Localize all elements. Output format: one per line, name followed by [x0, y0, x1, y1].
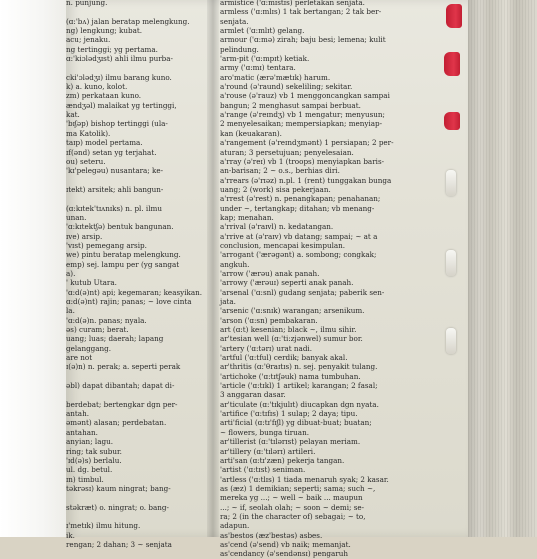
- dictionary-line: ɪn) timbul.: [66, 474, 104, 484]
- dictionary-line: antahan.: [66, 427, 98, 437]
- dictionary-line: armour ('ɑ:mə) zirah; baju besi; lemena; kulit: [220, 35, 386, 45]
- dictionary-line: emp) sej. lampu per (yg sangat: [66, 259, 180, 269]
- dictionary-line: ɑ:'kiɔlədʒɪst) ahli ilmu purba-: [66, 54, 173, 64]
- dictionary-line: a'rray (ə'reɪ) vb 1 (troops) menyiapkan baris-: [220, 156, 385, 166]
- right-column-entries: [220, 0, 465, 559]
- thumb-index-tab[interactable]: [446, 4, 462, 28]
- dictionary-line: uang; 2 (work) sisa pekerjaan.: [220, 184, 331, 194]
- dictionary-line: [66, 493, 206, 502]
- dictionary-line: conclusion, mencapai kesimpulan.: [220, 240, 346, 250]
- dictionary-line: (ɑ:'bʌ) jalan beratap melengkung.: [66, 16, 190, 26]
- thumb-index-notch[interactable]: [446, 170, 456, 196]
- dictionary-line: n. punjung.: [66, 0, 108, 7]
- dictionary-line: ɪve) arsip.: [66, 231, 103, 241]
- dictionary-line: ar'thritis (ɑ:'θraɪtɪs) n. sej. penyakit tulang.: [220, 362, 378, 372]
- dictionary-line: 3 anggaran dasar.: [220, 390, 286, 400]
- dictionary-line: a'rrive at (ə'raɪv) vb datang; sampai; ~ at a: [220, 231, 378, 241]
- dictionary-line: we) pintu beratap melengkung.: [66, 250, 181, 260]
- dictionary-line: a'range (ə'reɪndʒ) vb 1 mengatur; menyusun;: [220, 110, 385, 120]
- dictionary-line: are not: [66, 353, 93, 363]
- dictionary-line: əmənt) alasan; perdebatan.: [66, 418, 167, 428]
- dictionary-line: ng) lengkung; kubat.: [66, 26, 143, 36]
- dictionary-line: 'arrowy ('ærəuɪ) seperti anak panah.: [220, 278, 354, 288]
- dictionary-line: [66, 390, 206, 399]
- page-stack-lines: [468, 0, 537, 537]
- dictionary-line: ændʒəl) malaikat yg tertinggi,: [66, 100, 177, 110]
- dictionary-line: pelindung.: [220, 44, 259, 54]
- dictionary-line: ng tertinggi; yg pertama.: [66, 44, 158, 54]
- dictionary-line: anyian; lagu.: [66, 437, 113, 447]
- left-column-entries: [66, 0, 206, 549]
- dictionary-line: a'rrival (ə'raɪvl) n. kedatangan.: [220, 222, 334, 232]
- dictionary-line: ra; 2 (in the character of) sebagai; ~ to,: [220, 511, 366, 521]
- dictionary-line: kan (keuakaran).: [220, 128, 282, 138]
- dictionary-line: 'arrogant ('ærəgənt) a. sombong; congkak;: [220, 250, 377, 260]
- dictionary-line: [66, 7, 206, 16]
- dictionary-line: 'ɑ:d(ə)nt) api; kegemaran; keasyikan.: [66, 287, 203, 297]
- dictionary-line: ul. dg. betul.: [66, 465, 113, 475]
- background-surface: [0, 0, 70, 537]
- dictionary-line: 'artifice ('ɑ:tɪfɪs) 1 sulap; 2 daya; tipu.: [220, 409, 358, 419]
- dictionary-line: [66, 176, 206, 185]
- dictionary-line: stəkræt) o. ningrat; o. bang-: [66, 502, 169, 512]
- dictionary-line: 'arsenal ('ɑ:snl) gudang senjata; paberik sen-: [220, 287, 385, 297]
- dictionary-line: ɑ:d(ə)nt) rajin; panas; ~ love cinta: [66, 297, 192, 306]
- dictionary-line: 'artful ('ɑ:tful) cerdik; banyak akal.: [220, 353, 348, 363]
- dictionary-line: ɪ'metɪk) ilmu hitung.: [66, 521, 141, 531]
- dictionary-line: ' kutub Utara.: [66, 278, 117, 288]
- dictionary-line: aturan; 3 persetujuan; penyelesaian.: [220, 147, 354, 157]
- dictionary-line: an-barisan; 2 ~ o.s., berhias diri.: [220, 166, 340, 176]
- dictionary-line: ɪf(ənd) setan yg terjahat.: [66, 147, 157, 157]
- dictionary-line: (ɑ:kɪtek'tɪʌnɪks) n. pl. ilmu: [66, 203, 162, 213]
- dictionary-line: ou) seteru.: [66, 156, 106, 166]
- dictionary-line: unan.: [66, 212, 87, 222]
- dictionary-line: taɪp) model pertama.: [66, 138, 143, 148]
- thumb-index-notch[interactable]: [446, 250, 456, 276]
- dictionary-line: 2 menyelesaikan; mempersiapkan; menyiap-: [220, 119, 383, 129]
- dictionary-line: mereka yg ...; ~ well ~ baik ... maupun: [220, 493, 363, 503]
- dictionary-line: a'round (ə'raund) sekeliling; sekitar.: [220, 82, 353, 92]
- thumb-index-tab[interactable]: [444, 112, 460, 130]
- dictionary-line: angkuh.: [220, 259, 250, 269]
- dictionary-line: kat.: [66, 110, 80, 120]
- dictionary-line: 'arson ('ɑ:sn) pembakaran.: [220, 315, 318, 325]
- thumb-index-tab[interactable]: [444, 52, 460, 76]
- dictionary-line: as'cendancy (ə'sendənsɪ) pengaruh: [220, 549, 348, 559]
- dictionary-line: [66, 372, 206, 381]
- dictionary-line: ma Katolik).: [66, 128, 111, 138]
- column-gutter: [207, 0, 219, 537]
- dictionary-line: 'ɑ:kɪtektʃə) bentuk bangunan.: [66, 222, 174, 232]
- dictionary-line: armless ('ɑ:mlɪs) 1 tak bertangan; 2 tak ber-: [220, 7, 382, 17]
- dictionary-line: 'kɪ'pelegəu) nusantara; ke-: [66, 166, 164, 176]
- dictionary-line: 'artless ('ɑ:tlɪs) 1 tiada menaruh syak; 2 kasar.: [220, 474, 389, 484]
- dictionary-line: ar'ticulate (ɑ:'tɪkjulɪt) diucapkan dgn nyata.: [220, 399, 379, 409]
- dictionary-line: as'bestos (æz'bestəs) asbes.: [220, 530, 323, 540]
- dictionary-line: armlet ('ɑ:mlɪt) gelang.: [220, 26, 305, 36]
- dictionary-line: ik.: [66, 530, 75, 540]
- dictionary-line: a'rrest (ə'rest) n. penangkapan; penahanan;: [220, 194, 381, 204]
- dictionary-line: 'arrow ('ærəu) anak panah.: [220, 268, 320, 278]
- dictionary-line: arti'san (ɑ:tɪ'zæn) pekerja tangan.: [220, 455, 345, 465]
- thumb-index-notch[interactable]: [446, 328, 456, 354]
- dictionary-line: as (æz) 1 demikian; seperti; sama; such ~,: [220, 483, 376, 493]
- dictionary-line: ɪtekt) arsitek; ahli bangun-: [66, 184, 164, 194]
- dictionary-line: bangun; 2 menghasut sampai berbuat.: [220, 100, 361, 110]
- dictionary-line: ~ flowers, bunga tiruan.: [220, 427, 310, 437]
- dictionary-line: 'bɪʃəp) bishop tertinggi (ula-: [66, 119, 168, 129]
- dictionary-line: 'artichoke ('ɑ:tɪtʃəuk) nama tumbuhan.: [220, 371, 361, 381]
- dictionary-line: 'vɪst) pemegang arsip.: [66, 240, 147, 250]
- dictionary-line: cki'ɔlədʒɪ) ilmu barang kuno.: [66, 72, 172, 82]
- dictionary-line: 'ɑ:d(ə)n. panas; nyala.: [66, 315, 147, 325]
- dictionary-line: əs) curam; berat.: [66, 325, 129, 335]
- dictionary-line: ar'tillerist (ɑ:'tɪlərɪst) pelayan meriam.: [220, 437, 361, 447]
- dictionary-line: acu; jenaku.: [66, 35, 111, 45]
- dictionary-line: a).: [66, 268, 76, 278]
- dictionary-line: under ~, tertangkap; ditahan; vb menang-: [220, 203, 375, 213]
- dictionary-line: zm) perkataan kuno.: [66, 91, 142, 101]
- dictionary-line: [66, 63, 206, 72]
- dictionary-line: ar'tillery (ɑ:'tɪlərɪ) artileri.: [220, 446, 316, 456]
- dictionary-line: k) a. kuno, kolot.: [66, 82, 128, 92]
- dictionary-line: əbl) dapat dibantah; dapat di-: [66, 381, 175, 391]
- dictionary-line: ar'tesian well (ɑ:'ti:zjənwel) sumur bor.: [220, 334, 363, 344]
- dictionary-line: 'arm-pit ('ɑ:mpɪt) ketiak.: [220, 54, 310, 64]
- dictionary-line: [66, 194, 206, 203]
- dictionary-line: arti'ficial (ɑ:tɪ'fɪʃl) yg dibuat-buat; buatan;: [220, 418, 372, 428]
- dictionary-line: 'artery ('ɑ:tərɪ) urat nadi.: [220, 343, 313, 353]
- dictionary-line: jata.: [220, 297, 236, 306]
- dictionary-line: a'rangement (ə'reɪndʒmənt) 1 persiapan; 2 per-: [220, 138, 394, 148]
- dictionary-line: senjata.: [220, 16, 249, 26]
- dictionary-line: gelanggang.: [66, 343, 112, 353]
- dictionary-line: berdebat; bertengkar dgn per-: [66, 399, 178, 409]
- dictionary-line: [66, 512, 206, 521]
- dictionary-line: 'article ('ɑ:tɪkl) 1 artikel; karangan; 2 fasal;: [220, 381, 378, 391]
- dictionary-line: antah.: [66, 409, 90, 419]
- dictionary-line: təkrəsɪ) kaum ningrat; bang-: [66, 483, 171, 493]
- dictionary-line: 'ɪd(ə)s) berlalu.: [66, 455, 122, 465]
- dictionary-line: uang; luas; daerah; lapang: [66, 334, 164, 344]
- dictionary-line: aro'matic (ærə'mætɪk) harum.: [220, 72, 331, 82]
- dictionary-line: la.: [66, 306, 75, 316]
- dictionary-line: rengan; 2 dahan; 3 ~ senjata: [66, 539, 172, 549]
- dictionary-line: kap; menahan.: [220, 212, 274, 222]
- dictionary-line: 'arsenic ('ɑ:snɪk) warangan; arsenikum.: [220, 306, 365, 316]
- dictionary-line: ring; tak subur.: [66, 446, 122, 456]
- dictionary-line: 'artist ('ɑ:tɪst) seniman.: [220, 465, 306, 475]
- dictionary-line: ɪ(ə)n) n. perak; a. seperti perak: [66, 362, 181, 372]
- dictionary-line: army ('ɑ:mɪ) tentara.: [220, 63, 296, 73]
- dictionary-line: a'rouse (ə'rauz) vb 1 menggoncangkan sampai: [220, 91, 390, 101]
- dictionary-line: adapun.: [220, 521, 250, 531]
- dictionary-line: a'rrears (ə'rɪəz) n.pl. 1 (rent) tunggakan bunga: [220, 175, 392, 185]
- dictionary-line: art (ɑ:t) kesenian; black ~, ilmu sihir.: [220, 325, 357, 335]
- dictionary-line: as'cend (ə'send) vb naik; memanjat.: [220, 539, 351, 549]
- dictionary-line: armistice ('ɑ:mɪstɪs) perletakan senjata.: [220, 0, 365, 7]
- dictionary-line: ...; ~ if, seolah olah; ~ soon ~ demi; se-: [220, 502, 365, 512]
